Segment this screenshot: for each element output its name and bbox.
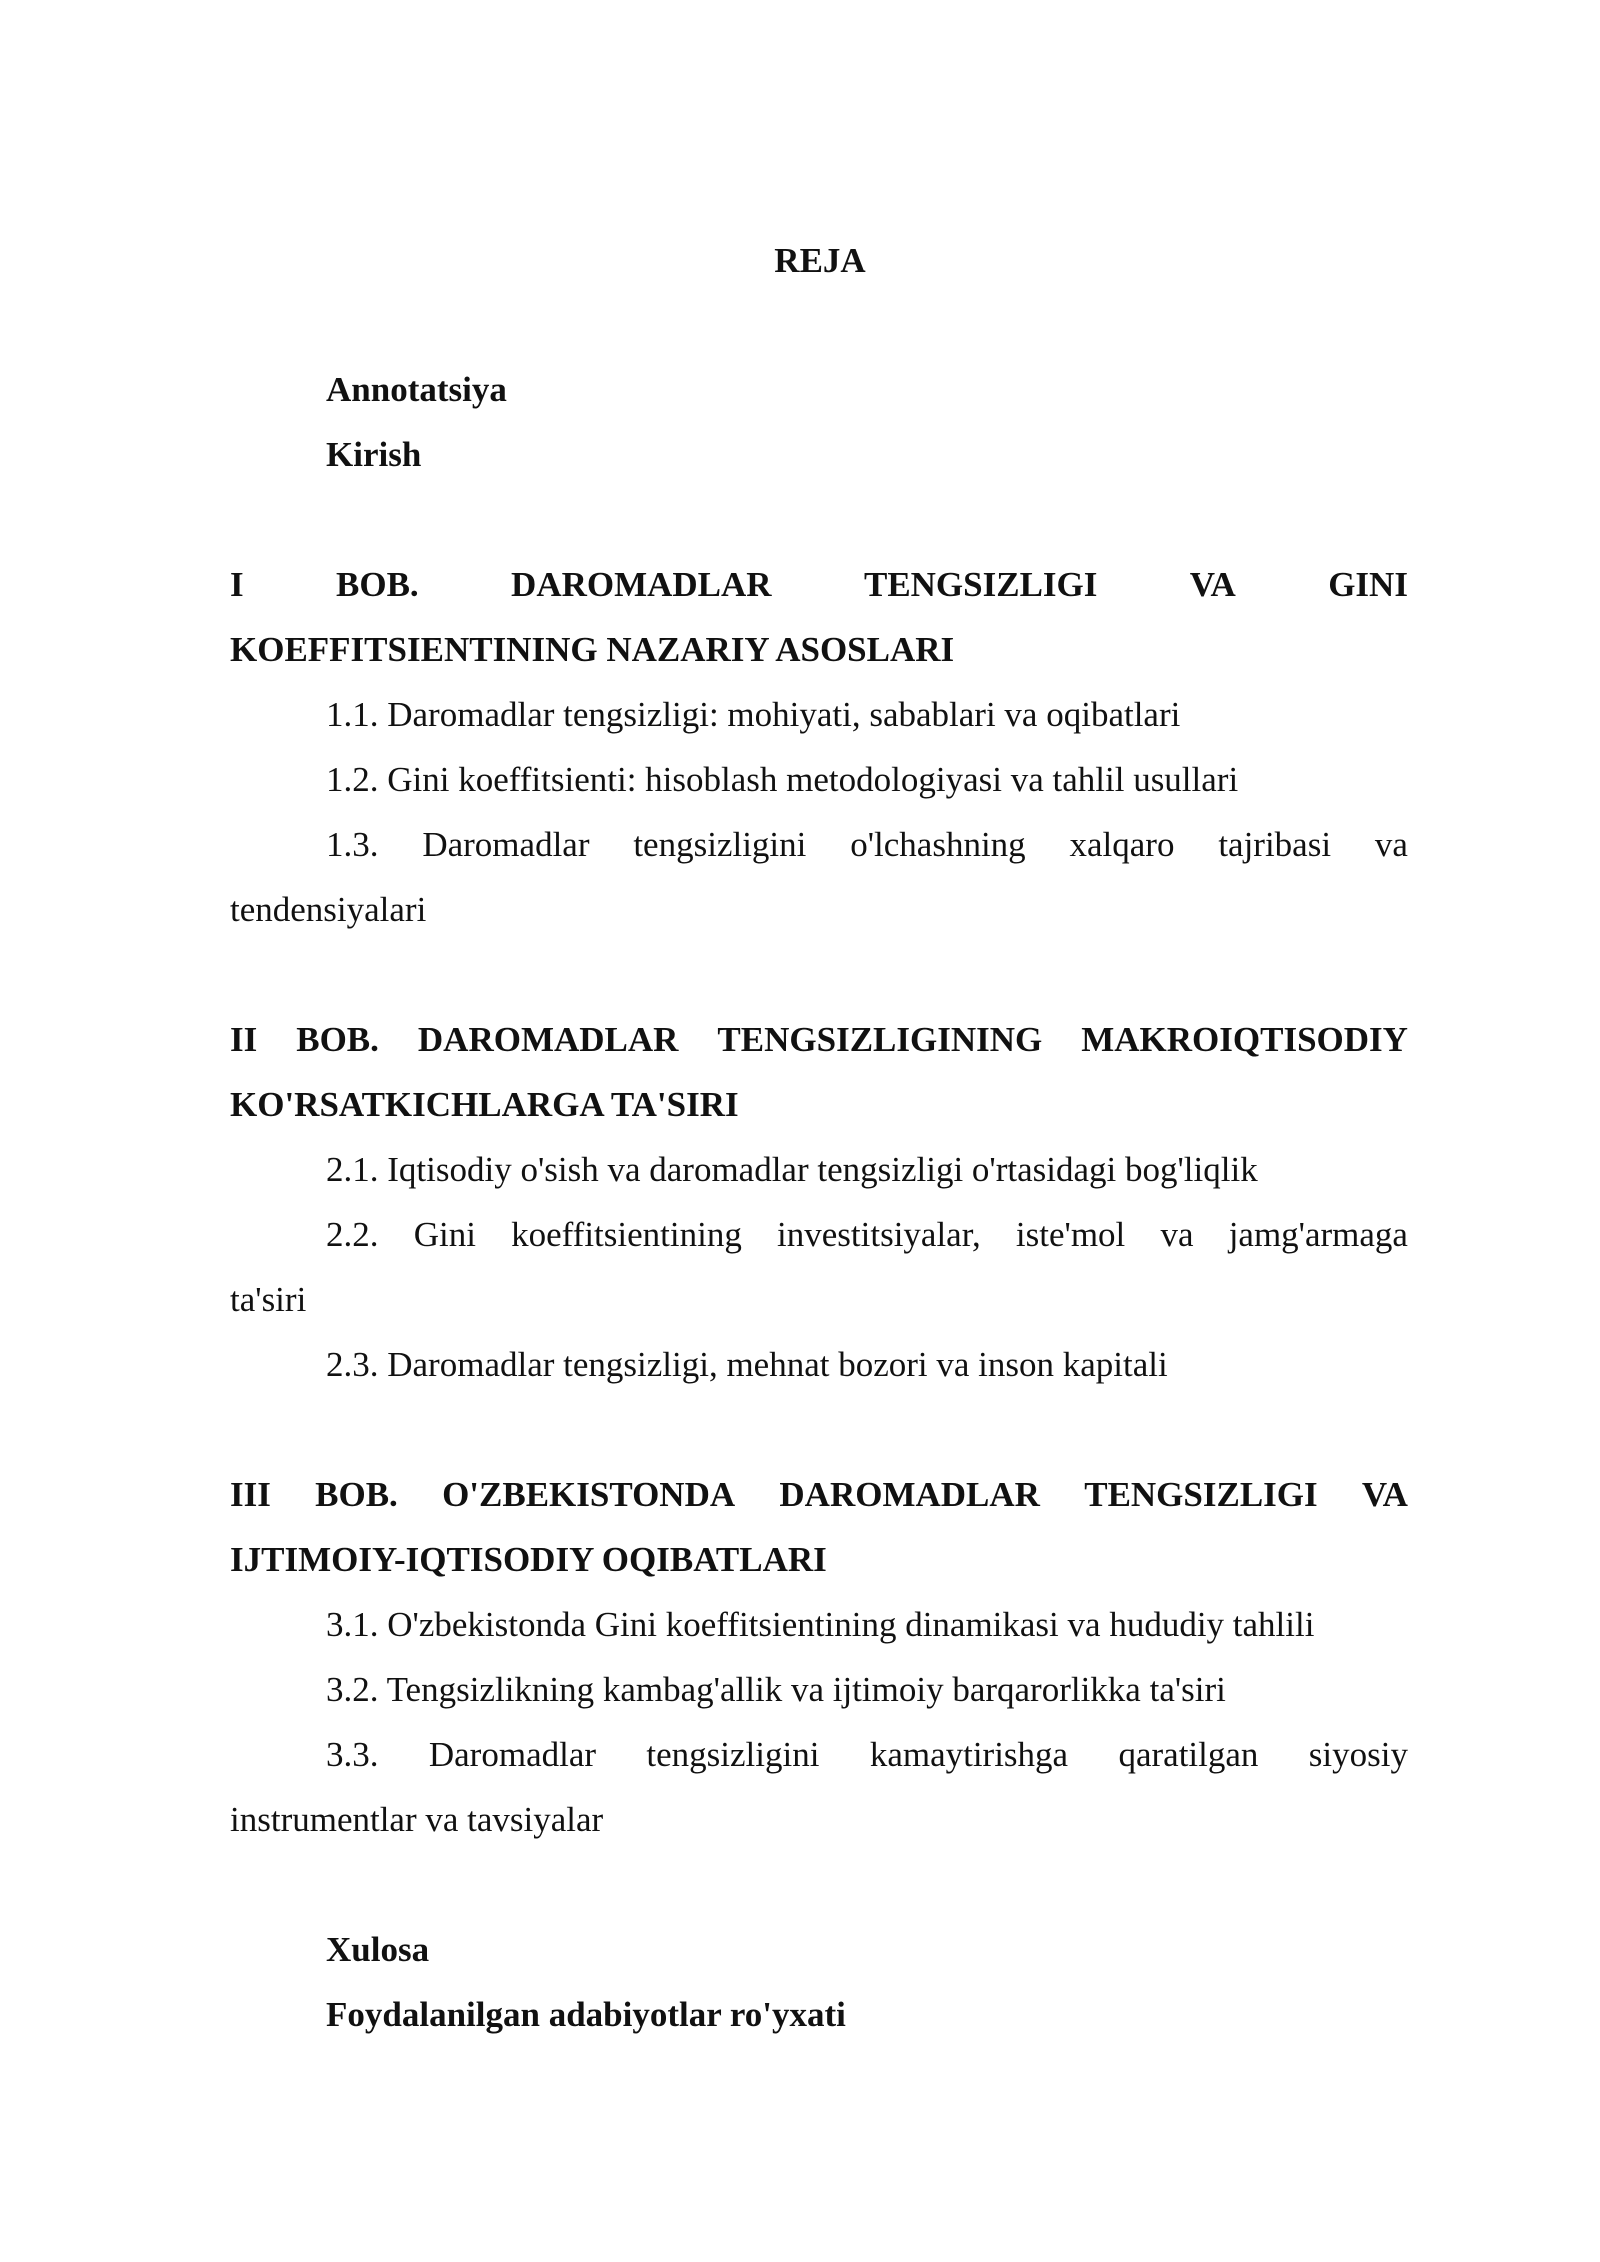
entry-word: tajribasi (1218, 825, 1332, 864)
heading-word: DAROMADLAR (511, 565, 772, 604)
toc-entry-1-3-line-2: tendensiyalari (230, 890, 427, 929)
heading-word: BOB. (315, 1475, 398, 1514)
chapter-1-heading-line-2: KOEFFITSIENTINING NAZARIY ASOSLARI (230, 630, 955, 669)
heading-word: VA (1361, 1475, 1408, 1514)
heading-word: III (230, 1475, 271, 1514)
back-matter (230, 1917, 1408, 2047)
entry-word: 2.2. (326, 1215, 379, 1254)
chapter-3-section (230, 1462, 1408, 1852)
entry-word: xalqaro (1069, 825, 1175, 864)
toc-entry-references: Foydalanilgan adabiyotlar ro'yxati (326, 1995, 846, 2034)
entry-word: 1.3. (326, 825, 379, 864)
chapter-1-section (230, 552, 1408, 942)
toc-entry-2-2-line-2: ta'siri (230, 1280, 307, 1319)
toc-entry-3-1: 3.1. O'zbekistonda Gini koeffitsientining dinamikasi va hududiy tahlili (326, 1605, 1315, 1644)
page-title: REJA (774, 241, 866, 280)
chapter-3-heading-line-1 (230, 1462, 1408, 1527)
heading-word: TENGSIZLIGINING (717, 1020, 1043, 1059)
heading-word: I (230, 565, 244, 604)
entry-word: siyosiy (1308, 1735, 1408, 1774)
toc-entry-3-3-line-2: instrumentlar va tavsiyalar (230, 1800, 604, 1839)
entry-word: o'lchashning (850, 825, 1026, 864)
entry-word: tengsizligini (633, 825, 807, 864)
heading-word: VA (1189, 565, 1236, 604)
chapter-2-heading-line-2: KO'RSATKICHLARGA TA'SIRI (230, 1085, 739, 1124)
toc-entry-1-2: 1.2. Gini koeffitsienti: hisoblash metodologiyasi va tahlil usullari (326, 760, 1239, 799)
toc-entry-3-2: 3.2. Tengsizlikning kambag'allik va ijtimoiy barqarorlikka ta'siri (326, 1670, 1226, 1709)
entry-word: Daromadlar (428, 1735, 597, 1774)
toc-entry-conclusion: Xulosa (326, 1930, 430, 1969)
toc-entry-3-3-line-1 (230, 1722, 1408, 1787)
entry-word: Gini (413, 1215, 476, 1254)
heading-word: MAKROIQTISODIY (1081, 1020, 1408, 1059)
entry-word: Daromadlar (422, 825, 590, 864)
entry-word: investitsiyalar, (777, 1215, 981, 1254)
heading-word: DAROMADLAR (417, 1020, 679, 1059)
toc-entry-introduction: Kirish (326, 435, 422, 474)
entry-word: koeffitsientining (511, 1215, 742, 1254)
entry-word: iste'mol (1015, 1215, 1126, 1254)
front-matter (230, 357, 1408, 487)
entry-word: va (1374, 825, 1408, 864)
heading-word: TENGSIZLIGI (863, 565, 1098, 604)
heading-word: BOB. (296, 1020, 379, 1059)
chapter-2-section (230, 1007, 1408, 1397)
entry-word: 3.3. (326, 1735, 379, 1774)
chapter-2-heading-line-1 (230, 1007, 1408, 1072)
entry-word: qaratilgan (1118, 1735, 1259, 1774)
heading-word: TENGSIZLIGI (1084, 1475, 1318, 1514)
toc-entry-1-1: 1.1. Daromadlar tengsizligi: mohiyati, sabablari va oqibatlari (326, 695, 1181, 734)
heading-word: GINI (1328, 565, 1408, 604)
heading-word: II (230, 1020, 258, 1059)
toc-entry-2-3: 2.3. Daromadlar tengsizligi, mehnat bozori va inson kapitali (326, 1345, 1168, 1384)
toc-entry-2-2-line-1 (230, 1202, 1408, 1267)
chapter-3-heading-line-2: IJTIMOIY-IQTISODIY OQIBATLARI (230, 1540, 827, 1579)
heading-word: DAROMADLAR (779, 1475, 1040, 1514)
toc-entry-annotation: Annotatsiya (326, 370, 507, 409)
heading-word: O'ZBEKISTONDA (442, 1475, 736, 1514)
heading-word: BOB. (336, 565, 419, 604)
entry-word: jamg'armaga (1228, 1215, 1408, 1254)
chapter-1-heading-line-1 (230, 552, 1408, 617)
toc-entry-2-1: 2.1. Iqtisodiy o'sish va daromadlar tengsizligi o'rtasidagi bog'liqlik (326, 1150, 1258, 1189)
entry-word: tengsizligini (646, 1735, 820, 1774)
toc-entry-1-3-line-1 (230, 812, 1408, 877)
entry-word: kamaytirishga (869, 1735, 1069, 1774)
entry-word: va (1160, 1215, 1194, 1254)
